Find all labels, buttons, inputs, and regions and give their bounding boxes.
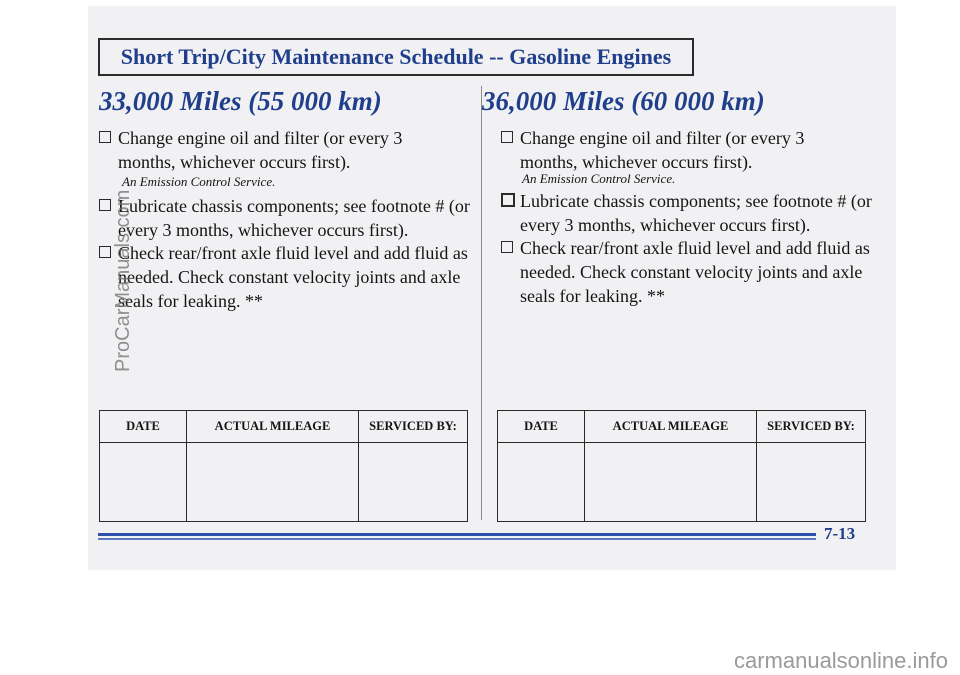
table-header-date: DATE [100, 411, 187, 443]
service-item-text: Change engine oil and filter (or every 3 months, whichever occurs first). [118, 128, 403, 172]
service-item-text: Change engine oil and filter (or every 3 months, whichever occurs first). [520, 128, 805, 172]
mileage-cell[interactable] [585, 443, 757, 522]
service-item [501, 126, 841, 174]
column-divider [481, 86, 482, 520]
table-header-mileage: ACTUAL MILEAGE [187, 411, 359, 443]
table-header-date: DATE [498, 411, 585, 443]
serviced-cell[interactable] [359, 443, 468, 522]
section-header [98, 38, 694, 76]
emission-note: An Emission Control Service. [122, 174, 276, 189]
mileage-cell[interactable] [187, 443, 359, 522]
table-header-serviced: SERVICED BY: [359, 411, 468, 443]
checkbox-icon[interactable] [99, 131, 111, 143]
checkbox-icon[interactable] [99, 199, 111, 211]
date-cell[interactable] [498, 443, 585, 522]
service-item [501, 236, 876, 308]
footer-rule [98, 533, 816, 536]
checkbox-icon[interactable] [99, 246, 111, 258]
service-log-table-left [99, 410, 468, 522]
checkbox-icon[interactable] [501, 241, 513, 253]
footer-rule-thin [98, 538, 816, 540]
service-item [99, 126, 439, 174]
page-number: 7-13 [824, 524, 856, 543]
side-watermark: ProCarManuals.com [112, 189, 134, 372]
service-item [99, 241, 474, 313]
service-item [501, 189, 876, 237]
checkbox-icon[interactable] [501, 131, 513, 143]
service-log-table-right [497, 410, 866, 522]
service-item-text: Lubricate chassis components; see footnote # (or every 3 months, whichever occurs first). [118, 196, 470, 240]
table-header-serviced: SERVICED BY: [757, 411, 866, 443]
service-item-text: Check rear/front axle fluid level and add fluid as needed. Check constant velocity joints and axle seals for leaking. ** [520, 238, 870, 306]
bottom-watermark: carmanualsonline.info [733, 648, 948, 673]
serviced-cell[interactable] [757, 443, 866, 522]
service-item-text: Check rear/front axle fluid level and add fluid as needed. Check constant velocity joints and axle seals for leaking. ** [118, 243, 468, 311]
service-item-text: Lubricate chassis components; see footnote # (or every 3 months, whichever occurs first). [520, 191, 872, 235]
interval-title-right: 36,000 Miles (60 000 km) [482, 86, 765, 116]
date-cell[interactable] [100, 443, 187, 522]
emission-note: An Emission Control Service. [522, 171, 676, 186]
section-title: Short Trip/City Maintenance Schedule -- Gasoline Engines [120, 44, 672, 69]
service-item [99, 194, 479, 242]
checkbox-icon[interactable] [501, 193, 515, 207]
table-header-mileage: ACTUAL MILEAGE [585, 411, 757, 443]
interval-title-left: 33,000 Miles (55 000 km) [99, 86, 382, 116]
